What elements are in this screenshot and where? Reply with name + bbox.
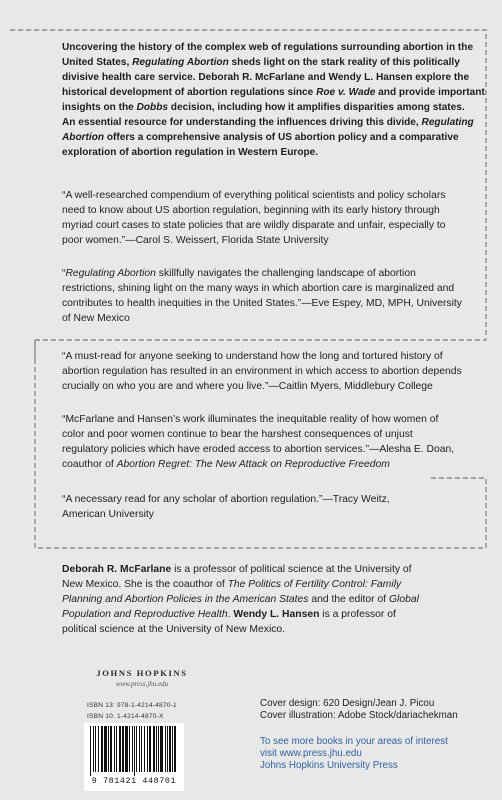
more-books-link[interactable]: visit www.press.jhu.edu <box>260 748 362 759</box>
text-run: abortion regulation has resulted in an environment in which access to abortion depends <box>62 366 462 377</box>
barcode-bar <box>160 726 163 772</box>
text-line <box>62 607 462 622</box>
barcode-bar <box>134 726 135 776</box>
cover-design-credit: Cover design: 620 Design/Jean J. Picou <box>260 698 435 709</box>
barcode-bar <box>108 726 109 772</box>
bold-text: Deborah R. McFarlane <box>62 564 172 575</box>
barcode-bar <box>147 726 148 772</box>
text-run: American University <box>62 509 154 520</box>
text-run: “A necessary read for any scholar of abortion regulation.”—Tracy Weitz, <box>62 494 390 505</box>
text-line <box>62 115 474 130</box>
text-line <box>62 622 462 637</box>
text-line <box>62 100 465 115</box>
text-line <box>62 492 462 507</box>
barcode-bar <box>169 726 171 772</box>
text-run: and the editor of <box>308 594 389 605</box>
text-run: “ <box>62 268 66 279</box>
italic-text: Dobbs <box>136 102 168 113</box>
barcode-bar <box>119 726 121 772</box>
text-line <box>62 427 462 442</box>
barcode-bar <box>144 726 145 772</box>
barcode-bar <box>149 726 151 772</box>
barcode-bar <box>158 726 159 772</box>
barcode-bar <box>167 726 168 772</box>
text-run: poor women.”—Carol S. Weissert, Florida State University <box>62 235 329 246</box>
barcode-bar <box>136 726 137 772</box>
text-line <box>62 266 462 281</box>
barcode-bar <box>125 726 128 772</box>
text-run: and provide important <box>375 87 485 98</box>
text-run: offers a comprehensive analysis of US abortion policy and a comparative <box>104 132 459 143</box>
text-line <box>62 507 462 522</box>
text-run: coauthor of <box>62 459 117 470</box>
text-run: sheds light on the stark reality of this politically <box>228 57 460 68</box>
barcode-bar <box>98 726 99 772</box>
text-run: myriad court cases to state policies that are wildly disparate and unfair, especially to <box>62 220 446 231</box>
isbn-13: ISBN 13: 978-1-4214-4870-1 <box>87 702 177 709</box>
text-run: “McFarlane and Hansen’s work illuminates the inequitable reality of how women of <box>62 414 439 425</box>
barcode <box>84 723 184 791</box>
endorsement-quote-doan <box>62 412 462 472</box>
text-line <box>62 296 462 311</box>
text-line <box>62 281 462 296</box>
italic-text: Abortion Regret: The New Attack on Reproductive Freedom <box>116 459 390 470</box>
text-line <box>62 412 462 427</box>
text-run: New Mexico. She is the coauthor of <box>62 579 228 590</box>
text-run: “A well-researched compendium of everything political scientists and policy scholars <box>62 190 446 201</box>
text-run: historical development of abortion regulations since <box>62 87 317 98</box>
endorsement-quote-weissert <box>62 188 462 248</box>
text-line <box>62 218 462 233</box>
text-run: insights on the <box>62 102 137 113</box>
barcode-bar <box>95 726 96 772</box>
barcode-bar <box>116 726 117 772</box>
more-books-line: To see more books in your areas of interest <box>260 736 448 747</box>
barcode-bar <box>122 726 124 772</box>
italic-text: Roe v. Wade <box>316 87 376 98</box>
text-run: exploration of abortion regulation in Western Europe. <box>62 147 319 158</box>
barcode-bar <box>153 726 155 772</box>
text-line <box>62 562 462 577</box>
barcode-bars <box>88 726 180 776</box>
text-run: political science at the University of New Mexico. <box>62 624 286 635</box>
text-run: crucially on who you are and where you live.”—Caitlin Myers, Middlebury College <box>62 381 433 392</box>
text-run: need to know about US abortion regulation, beginning with its early history through <box>62 205 440 216</box>
barcode-bar <box>101 726 103 772</box>
text-run: skillfully navigates the challenging landscape of abortion <box>155 268 416 279</box>
barcode-bar <box>156 726 157 772</box>
text-run: Uncovering the history of the complex web of regulations surrounding abortion in the <box>62 42 474 53</box>
text-line <box>62 349 462 364</box>
book-description <box>62 40 485 160</box>
text-line <box>62 379 462 394</box>
text-line <box>62 233 462 248</box>
text-run: restrictions, shining light on the many ways in which abortion care is marginalized and <box>62 283 455 294</box>
endorsement-quote-myers <box>62 349 462 394</box>
more-books-publisher: Johns Hopkins University Press <box>260 760 398 771</box>
barcode-bar <box>93 726 94 772</box>
text-run: An essential resource for understanding the influences driving this divide, <box>62 117 422 128</box>
text-line <box>62 85 485 100</box>
italic-text: Abortion <box>62 132 105 143</box>
text-run: is a professor of political science at the University of <box>171 564 412 575</box>
publisher-url: www.press.jhu.edu <box>115 680 169 688</box>
text-line <box>62 364 462 379</box>
text-line <box>62 145 462 160</box>
text-line <box>62 188 462 203</box>
italic-text: Regulating Abortion <box>65 268 156 279</box>
text-run: of New Mexico <box>62 313 130 324</box>
text-line <box>62 203 462 218</box>
italic-text: Population and Reproductive Health <box>62 609 228 620</box>
publisher-logo <box>92 668 192 688</box>
barcode-bar <box>132 726 133 772</box>
text-line <box>62 70 470 85</box>
text-run: United States, <box>62 57 133 68</box>
barcode-bar <box>139 726 140 772</box>
more-books-info <box>260 736 448 772</box>
text-run: is a professor of <box>319 609 396 620</box>
italic-text: Global <box>389 594 419 605</box>
text-line <box>62 592 462 607</box>
barcode-digits: 9 781421 448701 <box>91 776 177 786</box>
publisher-name: JOHNS HOPKINS <box>96 668 188 678</box>
text-line <box>62 457 462 472</box>
italic-text: Planning and Abortion Policies in the American States <box>62 594 309 605</box>
cover-credits <box>260 698 458 722</box>
barcode-bar <box>110 726 112 772</box>
endorsement-quote-weitz <box>62 492 462 522</box>
italic-text: The Politics of Fertility Control: Family <box>227 579 402 590</box>
text-line <box>62 311 462 326</box>
text-line <box>62 442 462 457</box>
author-bio <box>62 562 462 637</box>
barcode-bar <box>90 726 91 776</box>
endorsement-quote-espey <box>62 266 462 326</box>
text-line <box>62 577 462 592</box>
barcode-bar <box>165 726 166 772</box>
text-line <box>62 40 474 55</box>
italic-text: Regulating Abortion <box>132 57 229 68</box>
isbn-10: ISBN 10: 1-4214-4870-X <box>87 713 164 720</box>
barcode-bar <box>114 726 115 772</box>
bold-text: Wendy L. Hansen <box>233 609 320 620</box>
text-run: divisive health care service. Deborah R. McFarlane and Wendy L. Hansen explore the <box>62 72 470 83</box>
text-run: regulatory policies which have eroded access to abortion services.”—Alesha E. Doan, <box>62 444 455 455</box>
cover-illustration-credit: Cover illustration: Adobe Stock/dariachekman <box>260 710 458 721</box>
text-run: color and poor women continue to bear the harshest consequences of unjust <box>62 429 413 440</box>
barcode-bar <box>104 726 107 772</box>
barcode-bar <box>172 726 173 772</box>
barcode-bar <box>129 726 130 772</box>
italic-text: Regulating <box>421 117 474 128</box>
barcode-bar <box>141 726 142 772</box>
text-run: decision, including how it amplifies disparities among states. <box>168 102 465 113</box>
text-run: contributes to health inequities in the United States.”—Eve Espey, MD, MPH, University <box>62 298 462 309</box>
text-line <box>62 55 462 70</box>
text-run: “A must-read for anyone seeking to understand how the long and tortured history of <box>62 351 443 362</box>
barcode-bar <box>174 726 176 772</box>
text-line <box>62 130 462 145</box>
text-run: . <box>227 609 234 620</box>
